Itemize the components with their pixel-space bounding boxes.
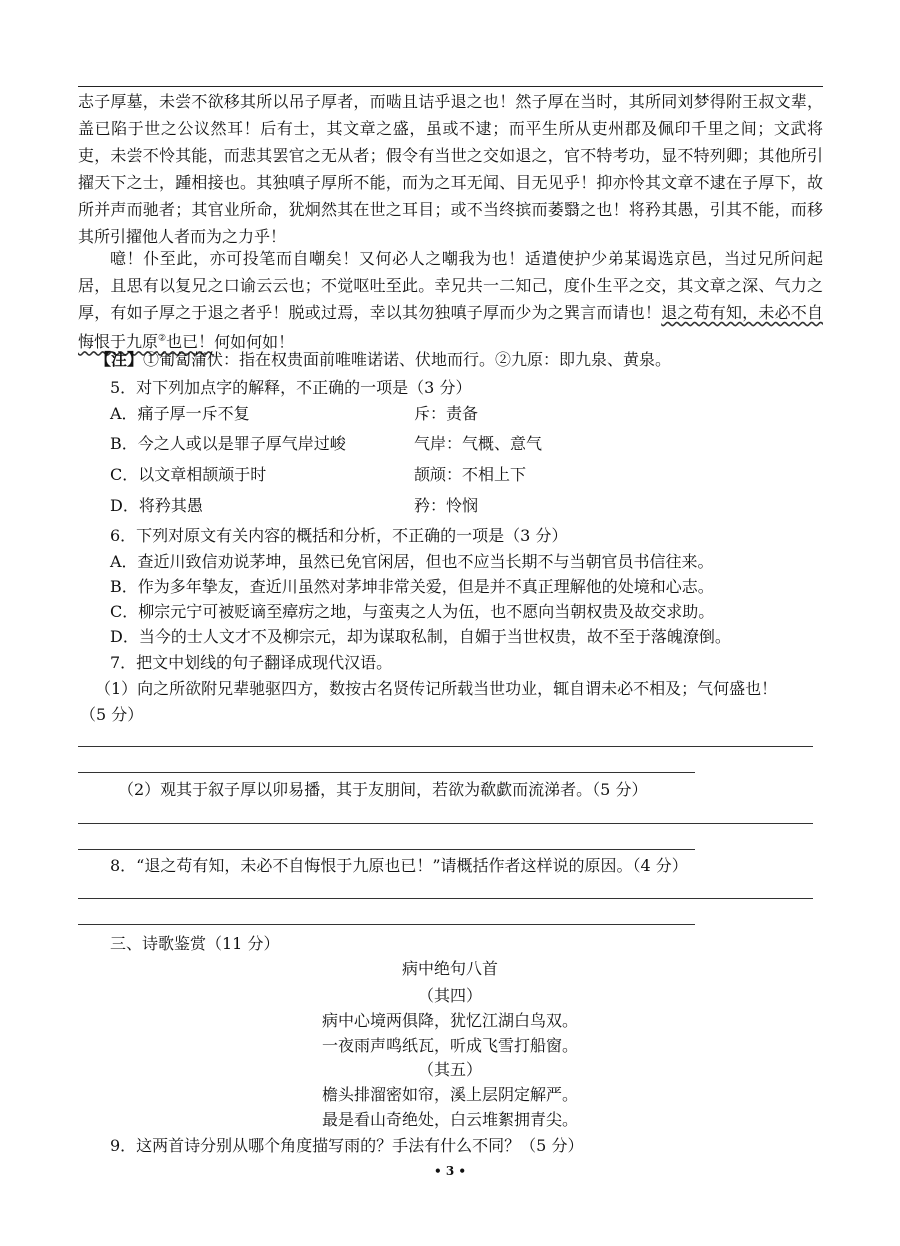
poem-4-line-2: 一夜雨声鸣纸瓦，听成飞雪打船窗。 (321, 1036, 578, 1055)
answer-line[interactable] (78, 823, 813, 824)
top-rule (78, 86, 823, 87)
q6-option-d: D．当今的士人文才不及柳宗元，却为谋取私制，自媚于当世权贵，故不至于落魄潦倒。 (110, 627, 731, 646)
footnote-text: ①匍匐蒲伏：指在权贵面前唯唯诺诺、伏地而行。②九原：即九泉、黄泉。 (143, 350, 672, 369)
poem-4-line-1: 病中心境两俱降，犹忆江湖白鸟双。 (321, 1011, 578, 1030)
q7-stem: 7．把文中划线的句子翻译成现代汉语。 (110, 653, 393, 672)
q5-option-c: C．以文章相颉颃于时 (110, 465, 267, 484)
section-heading: 三、诗歌鉴赏（11 分） (110, 934, 280, 953)
underlined-sentence: 退之苟有知，未必不自悔恨于九原②也已！ (78, 303, 823, 352)
q7-sub2: （2）观其于叙子厚以卯易播，其于友朋间，若欲为欷歔而流涕者。（5 分） (118, 780, 648, 799)
passage-p2-text: 噫！仆至此，亦可投笔而自嘲矣！又何必人之嘲我为也！适遣使护少弟某谒选京邑，当过兄所问起居，且思有以复兄之口谕云云也；不觉呕吐至此。幸兄共一二知己，度仆生平之交，其文章之深、气力之厚，有如子厚之于退之者乎！脱或过焉，幸以其勿独嗔子厚而少为之巽言而请也！ (78, 249, 823, 322)
poem-5-line-1: 檐头排溜密如帘，溪上层阴定解严。 (321, 1085, 578, 1104)
q7-sub1-score: （5 分） (80, 705, 144, 724)
q5-option-d: D．将矜其愚 (110, 496, 203, 515)
q5-option-a-gloss: 斥：责备 (414, 404, 479, 423)
answer-line[interactable] (78, 849, 695, 850)
passage-paragraph-1: 志子厚墓，未尝不欲移其所以吊子厚者，而啮且诘乎退之也！然子厚在当时，其所同刘梦得附王叔文辈，盖已陷于世之公议然耳！后有士，其文章之盛，虽或不逮；而平生所从吏州郡及佩印千里之间；文武将吏，未尝不怜其能，而悲其罢官之无从者；假令有当世之交如退之，官不特考功，显不特列卿；其他所引擢天下之士，踵相接也。其独嗔子厚所不能，而为之耳无闻、目无见乎！抑亦怜其文章不逮在子厚下，故所并声而驰者；其官业所命，犹炯然其在世之耳目；或不当终摈而萎翳之也！将矜其愚，引其不能，而移其所引擢他人者而为之力乎！ (78, 92, 823, 246)
q6-stem: 6．下列对原文有关内容的概括和分析，不正确的一项是（3 分） (110, 526, 568, 545)
footnote (95, 349, 671, 371)
poem-title: 病中绝句八首 (401, 959, 498, 978)
q9-stem: 9．这两首诗分别从哪个角度描写雨的？手法有什么不同？（5 分） (110, 1136, 584, 1155)
passage-paragraph-2 (78, 245, 823, 355)
q6-option-c: C．柳宗元宁可被贬谪至瘴疠之地，与蛮夷之人为伍，也不愿向当朝权贵及故交求助。 (110, 602, 715, 621)
poem-part-4-heading: （其四） (417, 986, 482, 1005)
q5-option-b-gloss: 气岸：气概、意气 (414, 434, 543, 453)
answer-line[interactable] (78, 898, 813, 899)
q5-stem: 5．对下列加点字的解释，不正确的一项是（3 分） (110, 378, 472, 397)
answer-line[interactable] (78, 924, 695, 925)
poem-part-5-heading: （其五） (417, 1060, 482, 1079)
footnote-label: 【注】 (95, 350, 144, 369)
answer-line[interactable] (78, 746, 813, 747)
q6-option-b: B．作为多年挚友，查近川虽然对茅坤非常关爱，但是并不真正理解他的处境和心志。 (110, 577, 714, 596)
q6-option-a: A．查近川致信劝说茅坤，虽然已免官闲居，但也不应当长期不与当朝官员书信往来。 (110, 552, 714, 571)
q8-stem: 8．“退之苟有知，未必不自悔恨于九原也已！”请概括作者这样说的原因。（4 分） (110, 856, 688, 875)
poem-5-line-2: 最是看山奇绝处，白云堆絮拥青尖。 (321, 1110, 578, 1129)
q5-option-b: B．今之人或以是罪子厚气岸过峻 (110, 434, 346, 453)
q5-option-a: A．痛子厚一斥不复 (110, 404, 250, 423)
answer-line[interactable] (78, 772, 695, 773)
page-number: • 3 • (433, 1164, 467, 1178)
passage-p2-ending: 何如何如！ (214, 332, 295, 352)
q5-option-c-gloss: 颉颃：不相上下 (414, 465, 527, 484)
q5-option-d-gloss: 矜：怜悯 (414, 496, 479, 515)
q7-sub1: （1）向之所欲附兄辈驰驱四方，数按古名贤传记所载当世功业，辄自谓未必不相及；气何盛也！ (95, 679, 778, 698)
